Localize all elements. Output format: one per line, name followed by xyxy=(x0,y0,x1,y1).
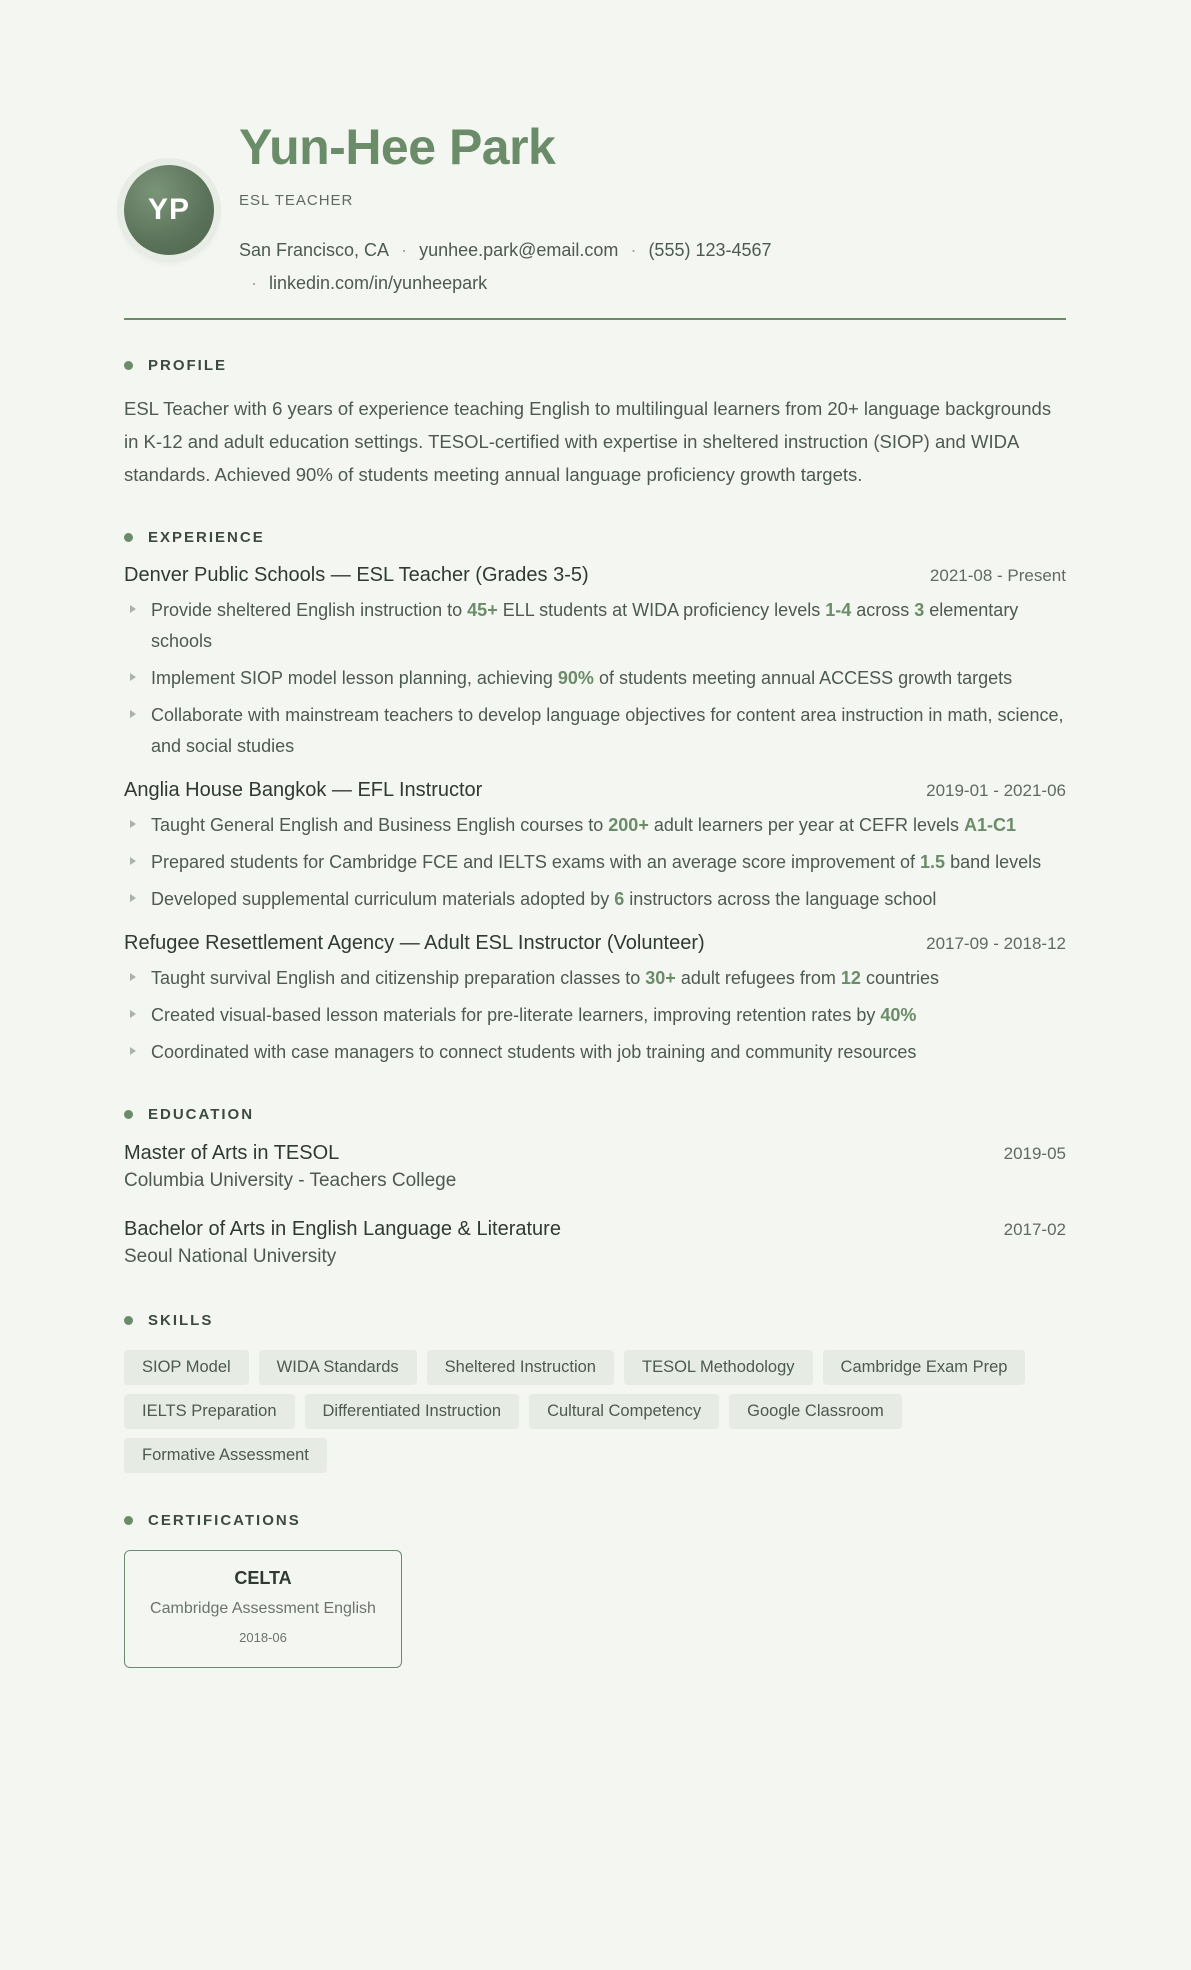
job-dates: 2019-01 - 2021-06 xyxy=(926,781,1066,800)
bullet-text: adult refugees from xyxy=(675,968,841,988)
job-entry xyxy=(124,779,1066,915)
graduation-date: 2017-02 xyxy=(1003,1220,1066,1239)
profile-section xyxy=(124,355,1066,491)
skill-chip: Google Classroom xyxy=(729,1394,902,1429)
section-heading-label: SKILLS xyxy=(148,1311,214,1329)
section-heading xyxy=(124,1510,1066,1530)
section-heading-label: PROFILE xyxy=(148,356,228,374)
section-dot-icon xyxy=(124,1516,133,1525)
highlight-metric: 30+ xyxy=(645,968,676,988)
section-heading-label: EXPERIENCE xyxy=(148,528,265,546)
education-header xyxy=(124,1142,1066,1165)
section-heading-label: EDUCATION xyxy=(148,1105,255,1123)
skill-chip: Differentiated Instruction xyxy=(305,1394,520,1429)
job-bullets xyxy=(124,810,1066,915)
highlight-metric: 1-4 xyxy=(825,600,852,620)
contact-linkedin[interactable]: linkedin.com/in/yunheepark xyxy=(269,273,488,293)
bullet-text: across xyxy=(851,600,915,620)
skills-list xyxy=(124,1350,1066,1473)
section-heading xyxy=(124,527,1066,547)
education-entry xyxy=(124,1142,1066,1192)
section-dot-icon xyxy=(124,1316,133,1325)
bullet-item xyxy=(124,847,1066,878)
skill-chip: TESOL Methodology xyxy=(624,1350,813,1385)
job-header xyxy=(124,932,1066,955)
contact-location: San Francisco, CA xyxy=(239,240,390,260)
section-heading xyxy=(124,1310,1066,1330)
bullet-text: Collaborate with mainstream teachers to develop language objectives for content area instruction in math, science, and social studies xyxy=(151,705,1064,756)
bullet-text: Created visual-based lesson materials for pre-literate learners, improving retention rates by xyxy=(151,1005,881,1025)
resume-header xyxy=(124,0,1066,320)
bullet-item xyxy=(124,700,1066,762)
separator: · xyxy=(251,273,257,293)
bullet-text: Taught General English and Business English courses to xyxy=(151,815,609,835)
avatar: YP xyxy=(124,165,214,255)
job-dates: 2021-08 - Present xyxy=(929,566,1066,585)
bullet-item xyxy=(124,1037,1066,1068)
certification-card xyxy=(124,1550,402,1668)
job-entry xyxy=(124,564,1066,762)
job-role: Anglia House Bangkok — EFL Instructor xyxy=(124,779,483,801)
highlight-metric: 1.5 xyxy=(920,852,946,872)
bullet-item xyxy=(124,595,1066,657)
skill-chip: Formative Assessment xyxy=(124,1438,327,1473)
section-dot-icon xyxy=(124,361,133,370)
section-dot-icon xyxy=(124,1110,133,1119)
highlight-metric: 12 xyxy=(840,968,861,988)
job-dates: 2017-09 - 2018-12 xyxy=(926,934,1066,953)
bullet-item xyxy=(124,663,1066,694)
certification-list xyxy=(124,1550,1066,1668)
section-heading xyxy=(124,1104,1066,1124)
separator: · xyxy=(401,240,408,260)
job-header xyxy=(124,779,1066,802)
section-heading xyxy=(124,355,1066,375)
education-list xyxy=(124,1142,1066,1268)
skills-section xyxy=(124,1310,1066,1473)
job-header xyxy=(124,564,1066,587)
bullet-text: Developed supplemental curriculum materials adopted by xyxy=(151,889,615,909)
contact-phone[interactable]: (555) 123-4567 xyxy=(648,240,772,260)
job-bullets xyxy=(124,595,1066,762)
section-dot-icon xyxy=(124,533,133,542)
bullet-item xyxy=(124,810,1066,841)
job-role: Denver Public Schools — ESL Teacher (Grades 3-5) xyxy=(124,564,589,586)
highlight-metric: A1-C1 xyxy=(963,815,1016,835)
skill-chip: Cambridge Exam Prep xyxy=(823,1350,1026,1385)
bullet-text: Prepared students for Cambridge FCE and IELTS exams with an average score improvement of xyxy=(151,852,921,872)
bullet-item xyxy=(124,1000,1066,1031)
bullet-text: Implement SIOP model lesson planning, achieving xyxy=(151,668,558,688)
job-entry xyxy=(124,932,1066,1068)
job-title: ESL TEACHER xyxy=(239,192,354,209)
job-bullets xyxy=(124,963,1066,1068)
bullet-text: elementary schools xyxy=(151,600,1019,651)
header-divider xyxy=(124,318,1066,320)
education-section xyxy=(124,1104,1066,1268)
candidate-name: Yun-Hee Park xyxy=(239,119,556,175)
separator: · xyxy=(630,240,637,260)
job-role: Refugee Resettlement Agency — Adult ESL Instructor (Volunteer) xyxy=(124,932,705,954)
certification-name: CELTA xyxy=(234,1568,292,1588)
experience-section xyxy=(124,527,1066,1068)
highlight-metric: 90% xyxy=(557,668,594,688)
skill-chip: IELTS Preparation xyxy=(124,1394,295,1429)
education-entry xyxy=(124,1218,1066,1268)
degree: Master of Arts in TESOL xyxy=(124,1142,340,1164)
skill-chip: Cultural Competency xyxy=(529,1394,719,1429)
bullet-text: of students meeting annual ACCESS growth targets xyxy=(593,668,1013,688)
bullet-text: Provide sheltered English instruction to xyxy=(151,600,468,620)
highlight-metric: 3 xyxy=(914,600,925,620)
highlight-metric: 6 xyxy=(614,889,625,909)
highlight-metric: 40% xyxy=(880,1005,917,1025)
education-header xyxy=(124,1218,1066,1241)
skill-chip: WIDA Standards xyxy=(259,1350,417,1385)
profile-summary: ESL Teacher with 6 years of experience teaching English to multilingual learners from 20+ language backgrounds in K-12 and adult education settings. TESOL-certified with expertise in sheltered instruction (SIOP) and WIDA standards. Achieved 90% of students meeting annual language proficiency growth targets. xyxy=(124,398,1052,485)
contact-line-2 xyxy=(239,267,959,300)
bullet-text: band levels xyxy=(945,852,1042,872)
certifications-section xyxy=(124,1510,1066,1668)
bullet-item xyxy=(124,963,1066,994)
skill-chip: Sheltered Instruction xyxy=(427,1350,614,1385)
graduation-date: 2019-05 xyxy=(1003,1144,1066,1163)
skill-chip: SIOP Model xyxy=(124,1350,249,1385)
bullet-text: Taught survival English and citizenship preparation classes to xyxy=(151,968,646,988)
bullet-text: ELL students at WIDA proficiency levels xyxy=(497,600,826,620)
certification-date: 2018-06 xyxy=(239,1630,287,1645)
resume-sheet xyxy=(124,0,1066,1668)
school: Columbia University - Teachers College xyxy=(124,1170,457,1191)
contact-info xyxy=(239,234,959,300)
highlight-metric: 45+ xyxy=(467,600,498,620)
bullet-text: adult learners per year at CEFR levels xyxy=(648,815,964,835)
degree: Bachelor of Arts in English Language & Literature xyxy=(124,1218,561,1240)
section-heading-label: CERTIFICATIONS xyxy=(148,1511,301,1529)
job-list xyxy=(124,564,1066,1068)
certification-issuer: Cambridge Assessment English xyxy=(150,1600,376,1617)
contact-email[interactable]: yunhee.park@email.com xyxy=(419,240,619,260)
school: Seoul National University xyxy=(124,1246,337,1267)
bullet-item xyxy=(124,884,1066,915)
highlight-metric: 200+ xyxy=(608,815,649,835)
bullet-text: Coordinated with case managers to connect students with job training and community resources xyxy=(151,1042,917,1062)
bullet-text: instructors across the language school xyxy=(624,889,937,909)
bullet-text: countries xyxy=(860,968,939,988)
